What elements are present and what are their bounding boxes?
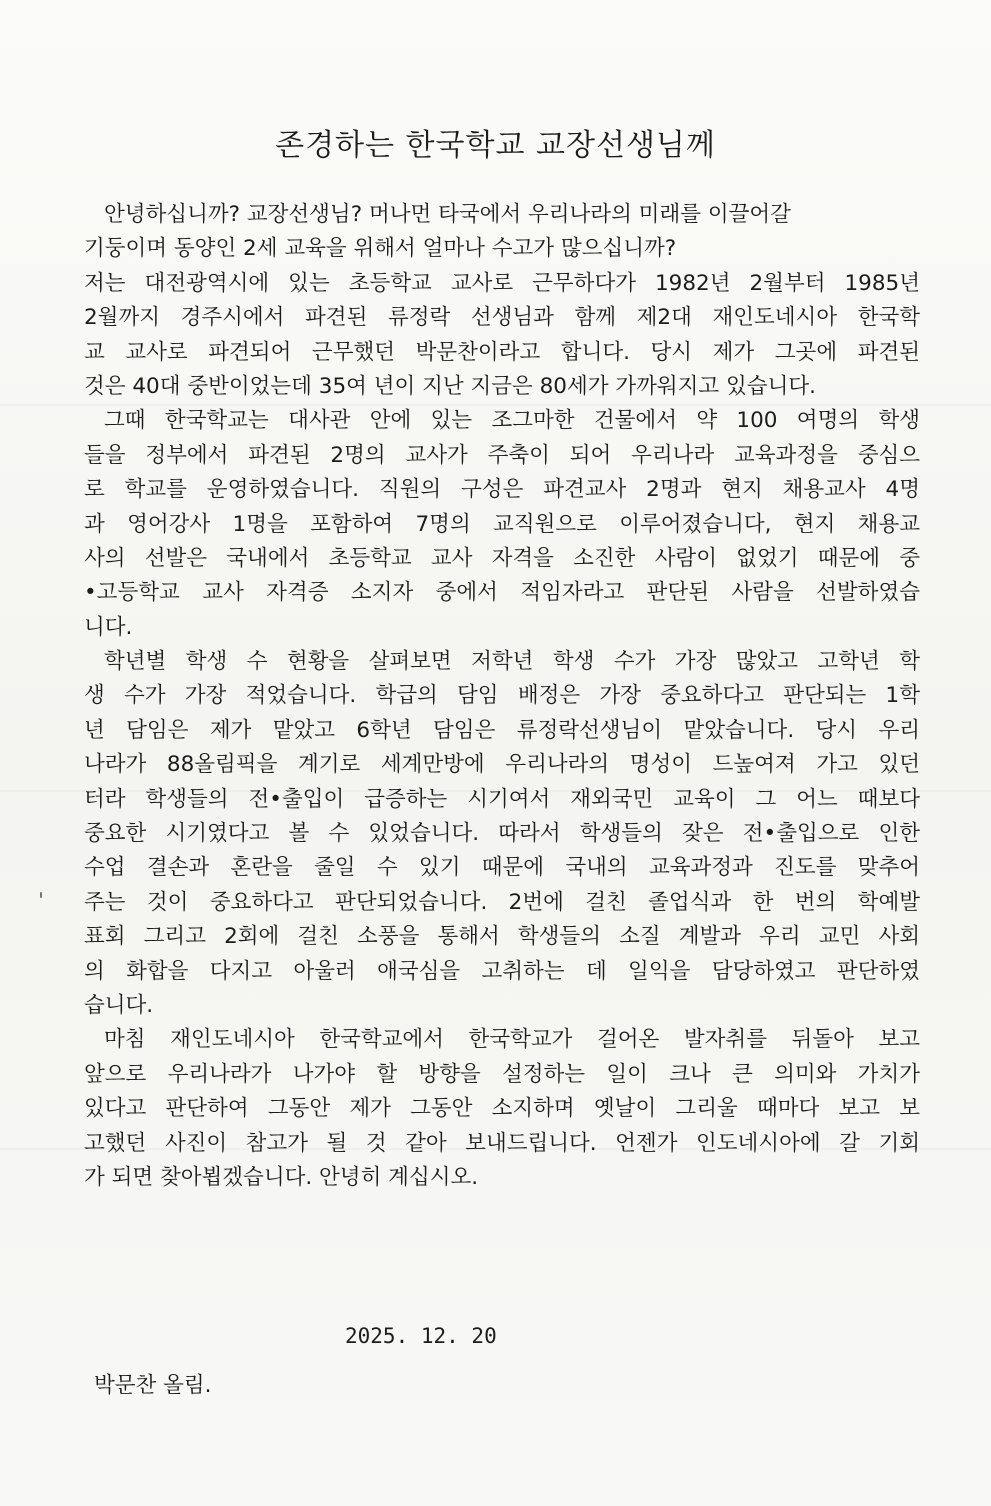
letter-date: 2025. 12. 20 bbox=[345, 1324, 497, 1348]
body-line: 생 수가 가장 적었습니다. 학급의 담임 배정은 가장 중요하다고 판단되는 1학 bbox=[84, 683, 920, 709]
letter-title: 존경하는 한국학교 교장선생님께 bbox=[275, 128, 716, 163]
body-line: 고했던 사진이 참고가 될 것 같아 보내드립니다. 언젠가 인도네시아에 갈 기회 bbox=[84, 1130, 920, 1156]
body-line: 표회 그리고 2회에 걸친 소풍을 통해서 학생들의 소질 계발과 우리 교민 사회 bbox=[84, 924, 920, 950]
body-line: 터라 학생들의 전•출입이 급증하는 시기여서 재외국민 교육이 그 어느 때보다 bbox=[84, 786, 920, 812]
body-line: 들을 정부에서 파견된 2명의 교사가 주축이 되어 우리나라 교육과정을 중심으 bbox=[84, 442, 920, 468]
body-line: 니다. bbox=[84, 614, 133, 640]
body-line: 중요한 시기였다고 볼 수 있었습니다. 따라서 학생들의 잦은 전•출입으로 인한 bbox=[84, 821, 920, 847]
body-line: 것은 40대 중반이었는데 35여 년이 지난 지금은 80세가 가까워지고 있습니다. bbox=[84, 373, 816, 399]
body-line: 기둥이며 동양인 2세 교육을 위해서 얼마나 수고가 많으십니까? bbox=[84, 236, 677, 262]
body-line: 마침 재인도네시아 한국학교에서 한국학교가 걸어온 발자취를 뒤돌아 보고 bbox=[104, 1027, 920, 1053]
body-line: 그때 한국학교는 대사관 안에 있는 조그마한 건물에서 약 100 여명의 학생 bbox=[104, 408, 920, 434]
body-line: 주는 것이 중요하다고 판단되었습니다. 2번에 걸친 졸업식과 한 번의 학예발 bbox=[84, 889, 920, 915]
letter-body bbox=[84, 198, 920, 1195]
body-line: 나라가 88올림픽을 계기로 세계만방에 우리나라의 명성이 드높여져 가고 있던 bbox=[84, 752, 920, 778]
body-line: 습니다. bbox=[84, 992, 154, 1018]
body-line: 2월까지 경주시에서 파견된 류정락 선생님과 함께 제2대 재인도네시아 한국학 bbox=[84, 305, 920, 331]
body-line: 가 되면 찾아뵙겠습니다. 안녕히 계십시오. bbox=[84, 1164, 479, 1190]
body-line: 사의 선발은 국내에서 초등학교 교사 자격을 소진한 사람이 없었기 때문에 중 bbox=[84, 545, 920, 571]
body-line: 교 교사로 파견되어 근무했던 박문찬이라고 합니다. 당시 제가 그곳에 파견된 bbox=[84, 339, 920, 365]
body-line: 의 화합을 다지고 아울러 애국심을 고취하는 데 일익을 담당하였고 판단하였 bbox=[84, 958, 920, 984]
body-line: 있다고 판단하여 그동안 제가 그동안 소지하며 옛날이 그리울 때마다 보고 보 bbox=[84, 1096, 920, 1122]
body-line: 년 담임은 제가 맡았고 6학년 담임은 류정락선생님이 맡았습니다. 당시 우리 bbox=[84, 717, 920, 743]
body-line: 과 영어강사 1명을 포함하여 7명의 교직원으로 이루어졌습니다, 현지 채용교 bbox=[84, 511, 920, 537]
body-line: •고등학교 교사 자격증 소지자 중에서 적임자라고 판단된 사람을 선발하였습 bbox=[84, 580, 920, 606]
body-line: 학년별 학생 수 현황을 살펴보면 저학년 학생 수가 가장 많았고 고학년 학 bbox=[104, 649, 920, 675]
paper-speck bbox=[40, 892, 42, 898]
body-line: 저는 대전광역시에 있는 초등학교 교사로 근무하다가 1982년 2월부터 1985년 bbox=[84, 270, 920, 296]
body-line: 로 학교를 운영하였습니다. 직원의 구성은 파견교사 2명과 현지 채용교사 4명 bbox=[84, 477, 920, 503]
body-line: 안녕하십니까? 교장선생님? 머나먼 타국에서 우리나라의 미래를 이끌어갈 bbox=[104, 202, 791, 227]
body-line: 앞으로 우리나라가 나가야 할 방향을 설정하는 일이 크나 큰 의미와 가치가 bbox=[84, 1061, 920, 1087]
body-line: 수업 결손과 혼란을 줄일 수 있기 때문에 국내의 교육과정과 진도를 맞추어 bbox=[84, 855, 920, 881]
letter-signature: 박문찬 올림. bbox=[94, 1373, 212, 1398]
